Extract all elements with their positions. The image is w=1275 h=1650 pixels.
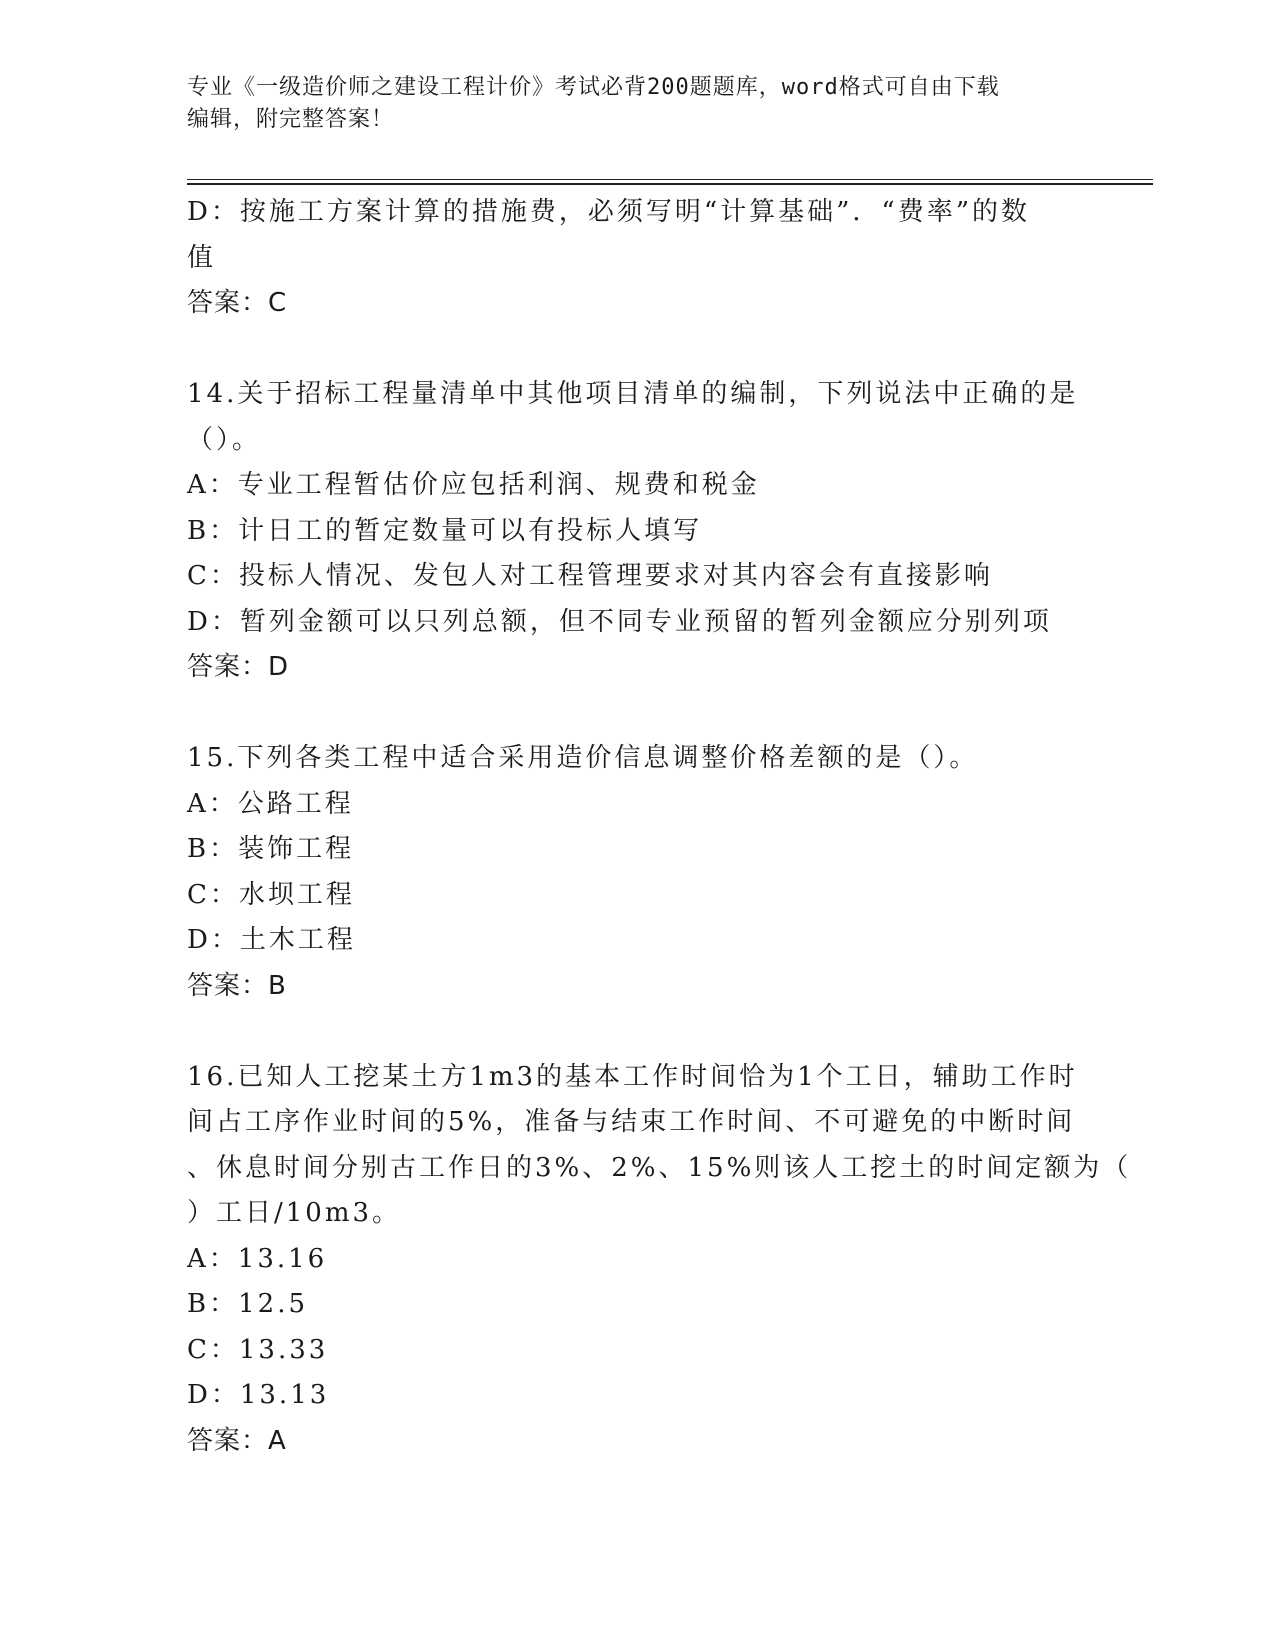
option-d: D：土木工程 <box>187 925 356 955</box>
option-d: D：13.13 <box>187 1380 330 1410</box>
option-c: C：13.33 <box>187 1334 329 1365</box>
option-a: A：13.16 <box>187 1243 328 1274</box>
header-divider-thin <box>187 179 1153 180</box>
option-b: B：12.5 <box>187 1289 308 1319</box>
option-d: D：暂列金额可以只列总额，但不同专业预留的暂列金额应分别列项 <box>187 606 1052 637</box>
spacer <box>187 327 1087 373</box>
question-stem-line-1: 15.下列各类工程中适合采用造价信息调整价格差额的是（）。 <box>187 743 979 773</box>
option-c: C：水坝工程 <box>187 879 355 910</box>
question-13-tail <box>187 190 1087 327</box>
answer-label: 答案：D <box>187 652 290 682</box>
option-a: A：专业工程暂估价应包括利润、规费和税金 <box>187 470 760 500</box>
header-title-line-2: 编辑，附完整答案！ <box>187 107 395 132</box>
answer-label: 答案：C <box>187 288 288 318</box>
question-list <box>187 190 1132 1464</box>
question-16 <box>187 1055 1132 1465</box>
question-stem-line-1: 16.已知人工挖某土方1m3的基本工作时间恰为1个工日，辅助工作时 <box>187 1061 1078 1092</box>
answer-label: 答案：B <box>187 970 287 1001</box>
option-b: B：装饰工程 <box>187 834 355 864</box>
question-stem-line-1: 14.关于招标工程量清单中其他项目清单的编制，下列说法中正确的是 <box>187 379 1079 409</box>
question-stem-line-3: 、休息时间分别古工作日的3%、2%、15%则该人工挖土的时间定额为（ <box>187 1152 1132 1183</box>
question-15 <box>187 736 1087 1009</box>
header-divider-thick <box>187 183 1153 185</box>
option-b: B：计日工的暂定数量可以有投标人填写 <box>187 515 703 546</box>
option-a: A：公路工程 <box>187 788 354 819</box>
header-title-line-1: 专业《一级造价师之建设工程计价》考试必背200题题库，word格式可自由下载 <box>187 75 1000 100</box>
option-c: C：投标人情况、发包人对工程管理要求对其内容会有直接影响 <box>187 561 993 591</box>
document-header <box>187 72 1067 136</box>
question-stem-line-2: 间占工序作业时间的5%，准备与结束工作时间、不可避免的中断时间 <box>187 1107 1076 1137</box>
answer-label: 答案：A <box>187 1425 287 1456</box>
option-d-line-2: 值 <box>187 242 217 273</box>
option-d-line-1: D：按施工方案计算的措施费，必须写明“计算基础”．“费率”的数 <box>187 197 1031 227</box>
question-stem-line-2: （）。 <box>187 424 262 455</box>
spacer <box>187 1009 1087 1055</box>
spacer <box>187 691 1087 737</box>
question-stem-line-4: ）工日/10m3。 <box>187 1198 402 1228</box>
question-14 <box>187 372 1087 691</box>
